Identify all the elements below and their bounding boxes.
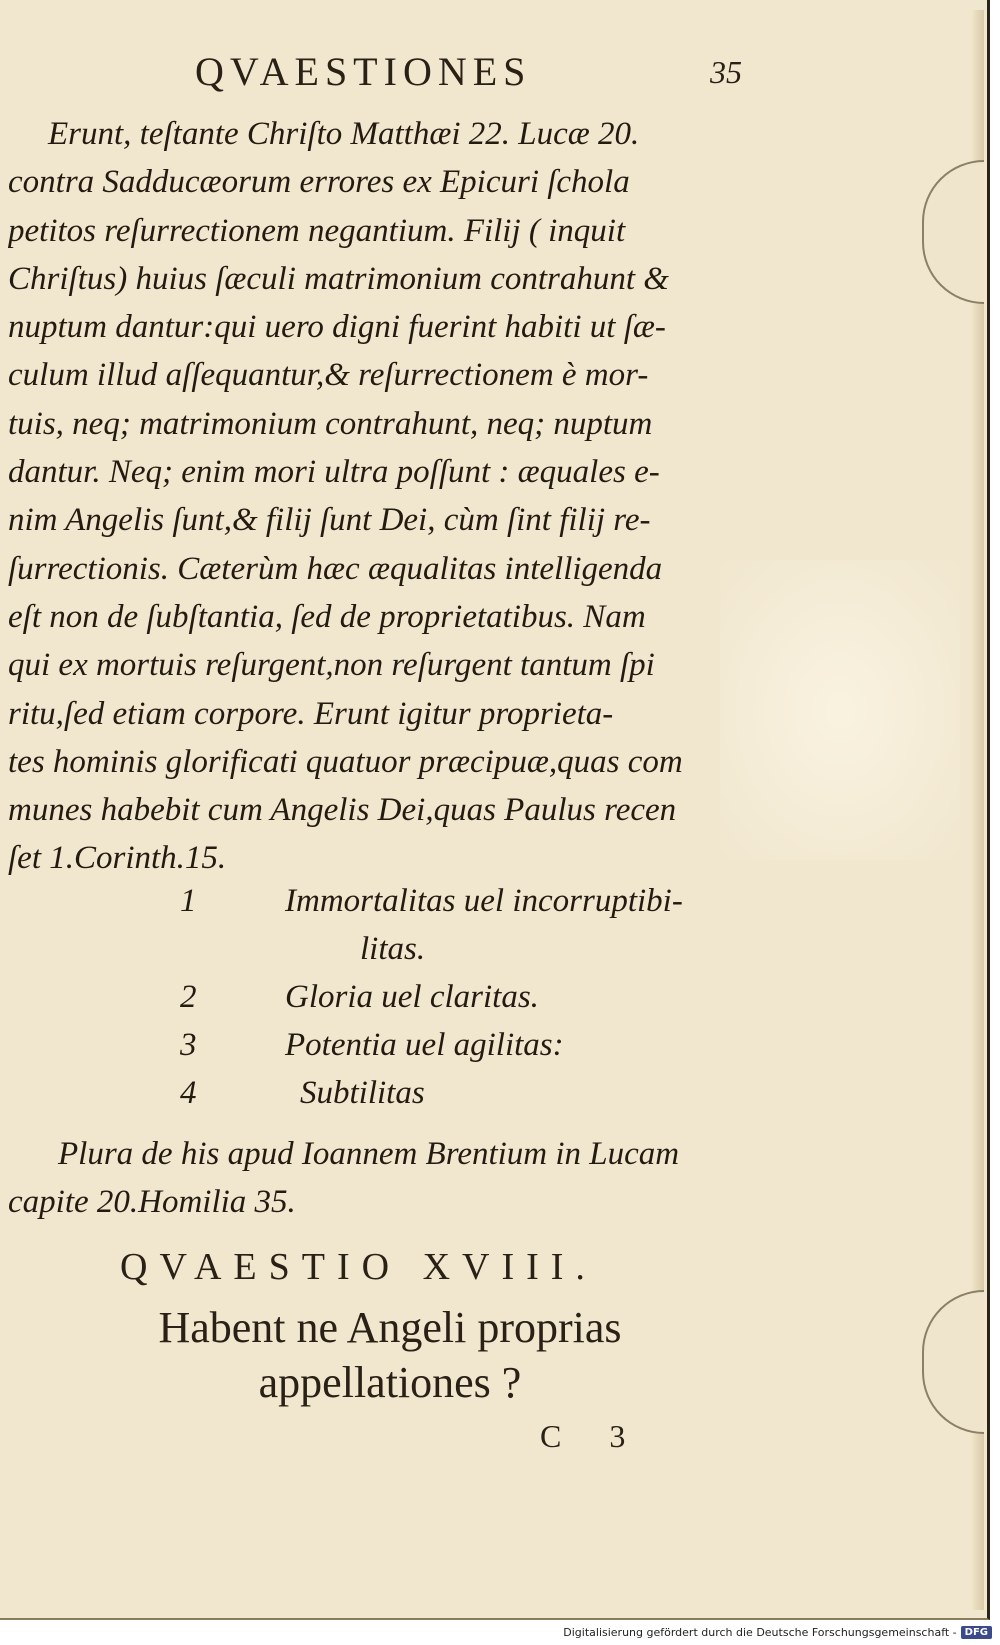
- list-item: [180, 883, 740, 979]
- text-line: contra Sadducæorum errores ex Epicuri ſchola: [8, 164, 630, 201]
- page-tab-lower: [922, 1290, 984, 1434]
- question-subtitle-line: Habent ne Angeli proprias: [158, 1303, 622, 1352]
- list-item-text: Gloria uel claritas.: [285, 979, 539, 1015]
- list-item-text: Potentia uel agilitas:: [285, 1027, 564, 1063]
- page-number: 35: [710, 54, 742, 90]
- page-header: [0, 48, 990, 98]
- text-line: Chriſtus) huius ſæculi matrimonium contrahunt &: [8, 260, 669, 297]
- text-line: dantur. Neq; enim mori ultra poſſunt : æquales e-: [8, 454, 660, 491]
- list-item-text-continued: litas.: [360, 931, 426, 967]
- text-line: qui ex mortuis reſurgent,non reſurgent tantum ſpi: [8, 647, 655, 684]
- properties-list: [180, 883, 740, 1123]
- list-item-number: 4: [180, 1075, 197, 1111]
- dfg-logo: DFG: [961, 1626, 992, 1639]
- text-line: munes habebit cum Angelis Dei,quas Paulus recen: [8, 792, 677, 829]
- text-line: Erunt, teſtante Chriſto Matthæi 22. Lucæ 20.: [48, 116, 640, 152]
- signature-mark: C 3: [540, 1418, 646, 1454]
- text-line: nim Angelis ſunt,& filij ſunt Dei, cùm ſint filij re-: [8, 502, 651, 539]
- list-item: [180, 1027, 740, 1075]
- text-line: capite 20.Homilia 35.: [8, 1184, 296, 1220]
- text-line: ſet 1.Corinth.15.: [8, 840, 227, 877]
- list-item-number: 2: [180, 979, 197, 1015]
- text-line: nuptum dantur:qui uero digni fuerint habiti ut ſæ-: [8, 309, 666, 346]
- footer-text: Digitalisierung gefördert durch die Deutsche Forschungsgemeinschaft -: [563, 1626, 957, 1639]
- text-line: tuis, neq; matrimonium contrahunt, neq; nuptum: [8, 405, 653, 442]
- text-line: ſurrectionis. Cæterùm hæc æqualitas intelligenda: [8, 550, 663, 587]
- text-line: eſt non de ſubſtantia, ſed de proprietatibus. Nam: [8, 598, 646, 635]
- list-item: [180, 979, 740, 1027]
- list-item-number: 1: [180, 883, 197, 919]
- text-line: Plura de his apud Ioannem Brentium in Lucam: [58, 1136, 680, 1172]
- closing-paragraph: [8, 1130, 750, 1226]
- body-paragraph: [8, 110, 750, 883]
- text-line: tes hominis glorificati quatuor præcipuæ,quas com: [8, 743, 683, 780]
- question-subtitle-line: appellationes ?: [258, 1358, 522, 1407]
- running-head: QVAESTIONES: [195, 49, 532, 94]
- list-item-number: 3: [180, 1027, 197, 1063]
- footer-credit: [563, 1626, 992, 1639]
- question-heading: QVAESTIO XVIII.: [120, 1246, 597, 1288]
- text-line: ritu,ſed etiam corpore. Erunt igitur proprieta-: [8, 695, 614, 732]
- text-line: culum illud aſſequantur,& reſurrectionem è mor-: [8, 357, 649, 394]
- list-item-text: Subtilitas: [300, 1075, 425, 1111]
- list-item: [180, 1075, 740, 1123]
- text-line: petitos reſurrectionem negantium. Filij ( inquit: [8, 212, 626, 249]
- page-tab-upper: [922, 160, 984, 304]
- list-item-text: Immortalitas uel incorruptibi-: [285, 883, 683, 919]
- paper-stain: [720, 560, 960, 860]
